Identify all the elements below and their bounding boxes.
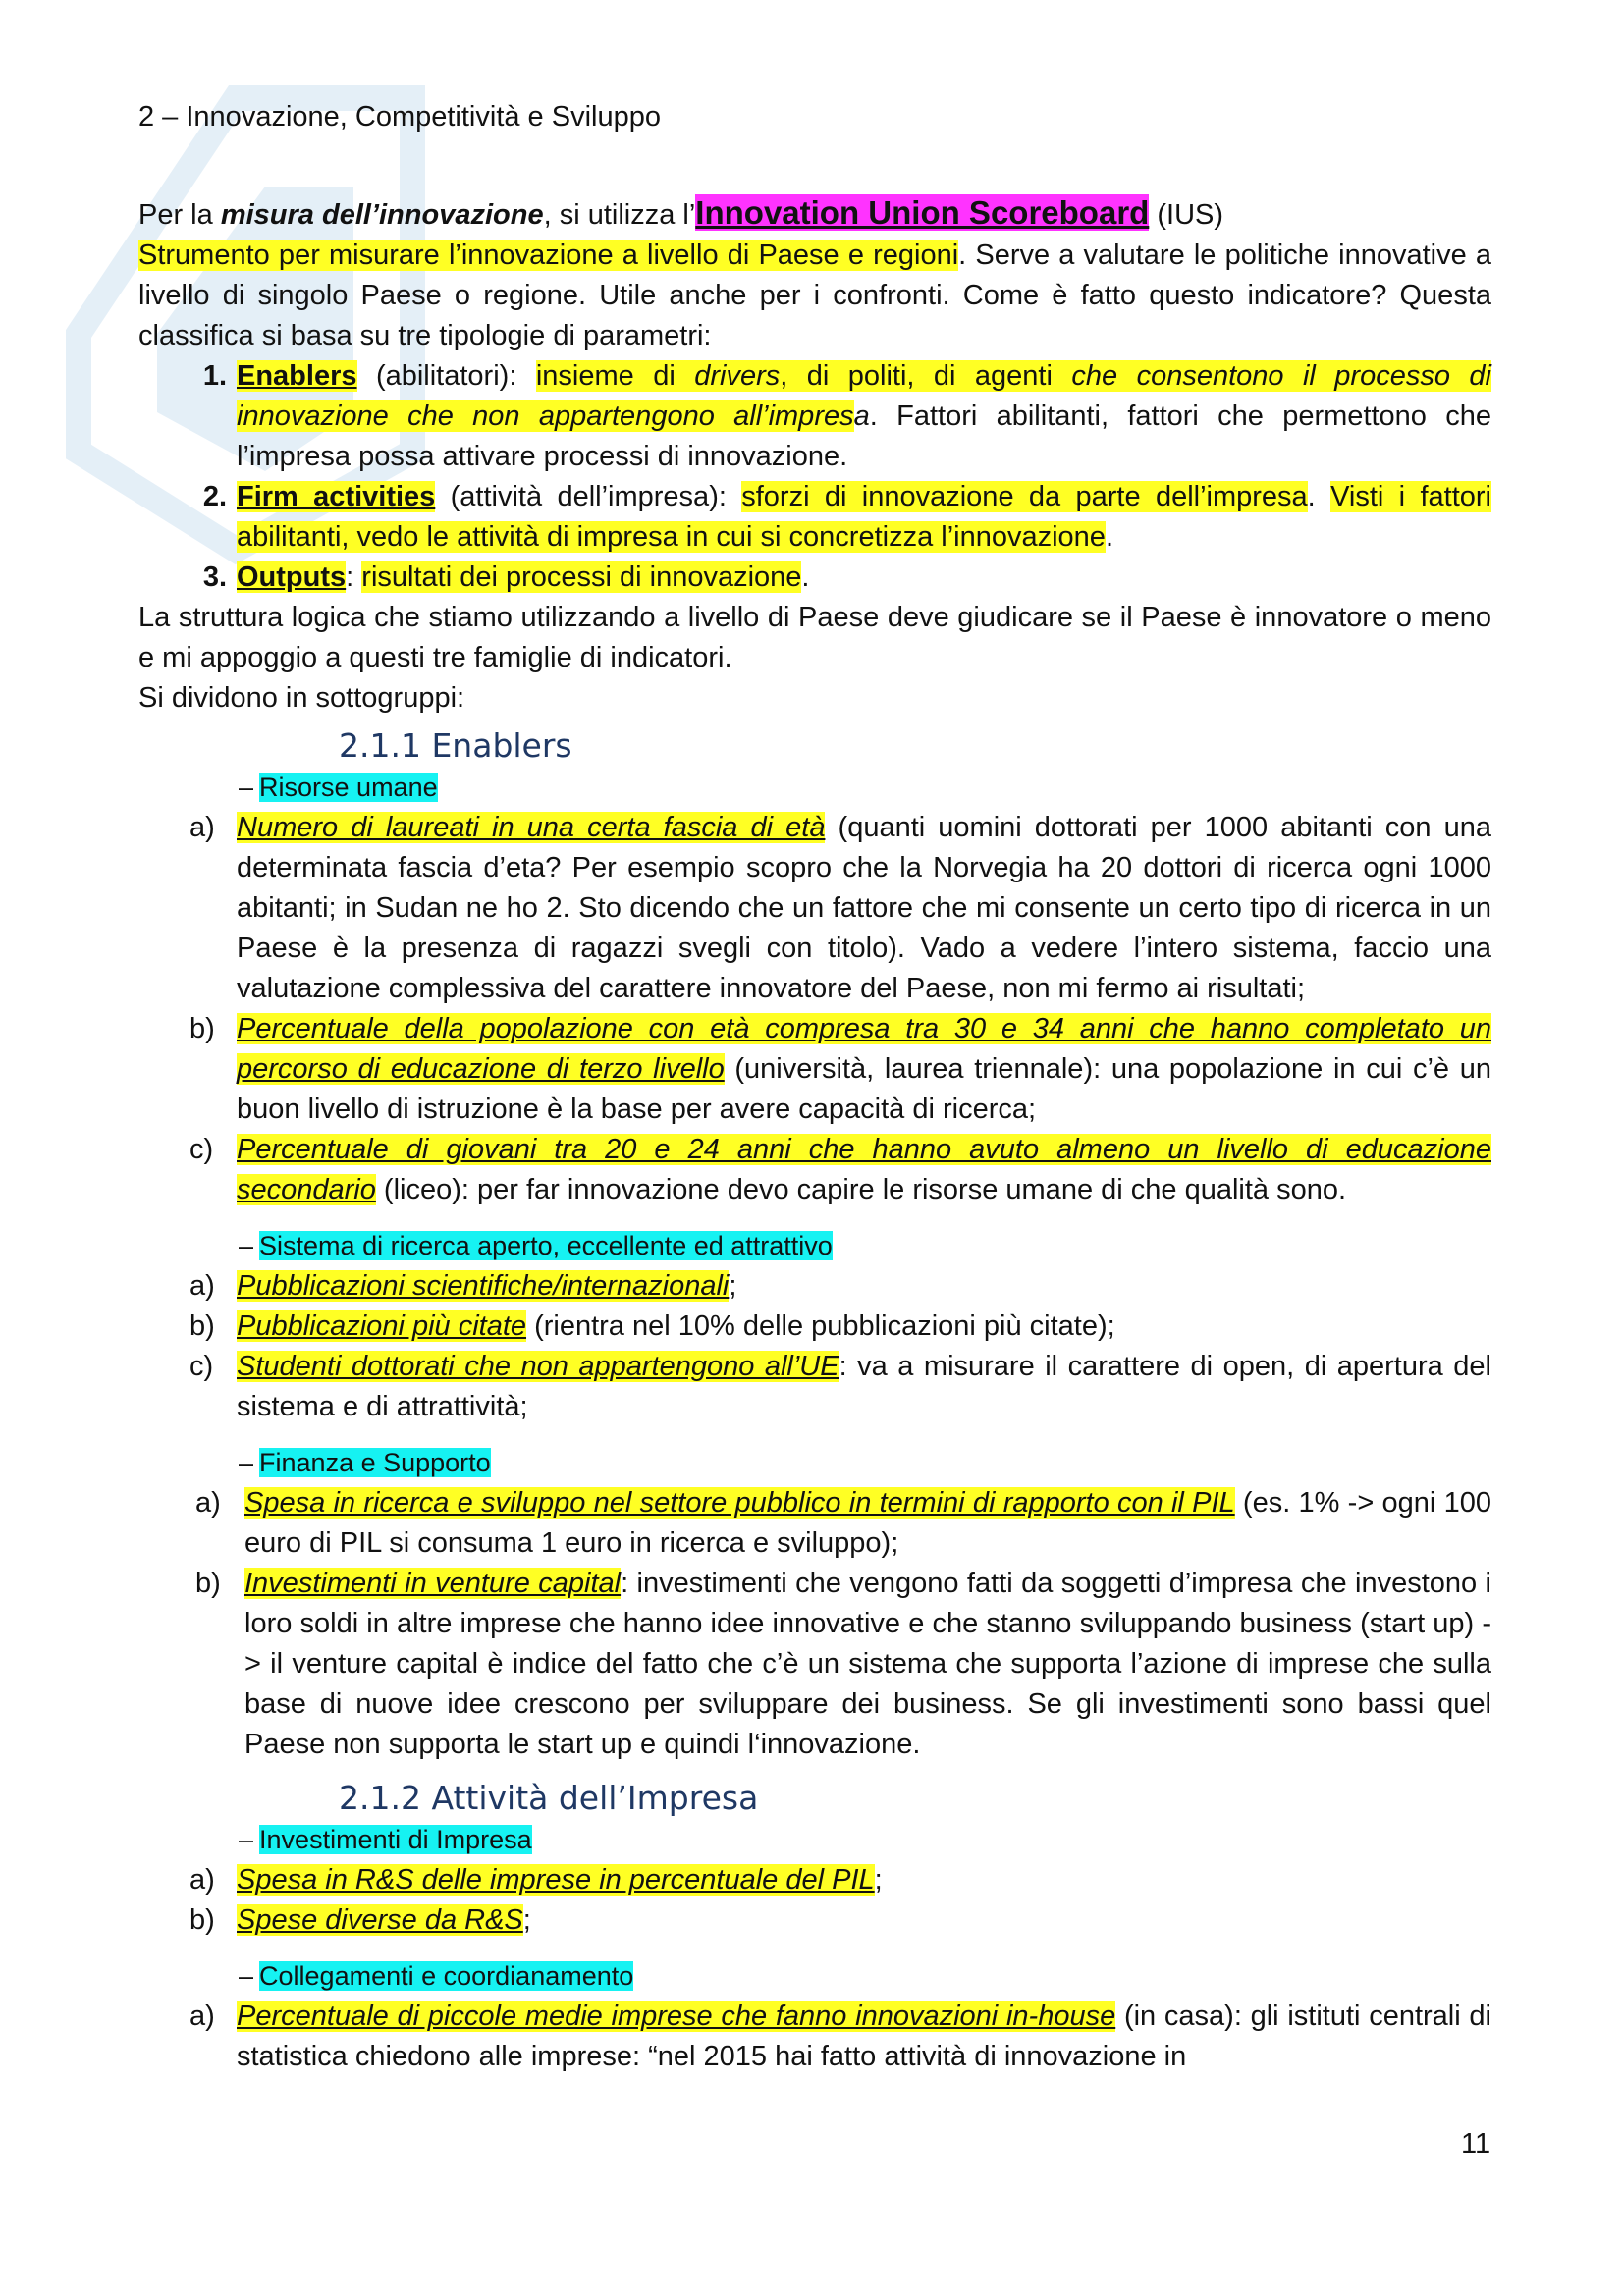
- list-letter: b): [195, 1568, 221, 1599]
- text: , si utilizza: [543, 199, 683, 231]
- list-item: [138, 1900, 1491, 1941]
- text: .: [801, 561, 810, 593]
- text: (es. 1% -> ogni 100 euro di PIL si consuma 1 euro in ricerca e sviluppo);: [244, 1487, 1491, 1559]
- list-number: 1.: [202, 360, 227, 392]
- text: che consentono il processo di innovazione che non appartengono all’impres: [237, 360, 1491, 432]
- subgroup-collegamenti: – Collegamenti e coordianamento: [239, 1961, 634, 1991]
- subgroup-sistema-ricerca: – Sistema di ricerca aperto, eccellente ed attrattivo: [239, 1231, 833, 1260]
- text: .: [1105, 521, 1114, 553]
- param-item-outputs: [138, 558, 1491, 598]
- text: : investimenti che vengono fatti da soggetti d’impresa che investono i loro soldi in altre imprese che hanno idee innovative e che stanno sviluppando business (start up) -> il venture capital è indice del fatto che c’è un sistema che supporta l’azione di imprese che sulla base di nuove idee crescono per sviluppare dei business. Se gli investimenti sono bassi quel Paese non supporta le start up e quindi l‘innovazione.: [244, 1568, 1491, 1760]
- list-number: 2.: [202, 481, 227, 512]
- text: l’: [682, 199, 696, 231]
- text: , di politi, di agenti: [780, 360, 1072, 392]
- list-item: [138, 1130, 1491, 1210]
- text: a: [853, 400, 870, 432]
- text: . Serve a valutare le politiche innovative a livello di singolo Paese o regione. Utile anche per i confronti. Come è fatto questo indicatore? Questa classifica si basa su tre tipologie di parametri:: [138, 240, 1491, 351]
- text: Per la: [138, 199, 221, 231]
- indicator-highlight: Percentuale della popolazione con età compresa tra 30 e 34 anni che hanno completato un percorso di educazione di terzo livello: [237, 1013, 1491, 1085]
- list-letter: c): [189, 1134, 214, 1165]
- subgroup-risorse-umane: – Risorse umane: [239, 773, 438, 802]
- list-item: [138, 808, 1491, 1009]
- subgroup-label: Investimenti di Impresa: [259, 1825, 532, 1854]
- list-letter: a): [189, 812, 215, 843]
- list-item: [138, 1860, 1491, 1900]
- text: ;: [729, 1270, 737, 1302]
- subgroup-label: Risorse umane: [259, 773, 438, 802]
- text: drivers: [694, 360, 781, 392]
- param-title: Enablers: [237, 360, 357, 392]
- list-letter: b): [189, 1310, 215, 1342]
- list-number: 3.: [202, 561, 227, 593]
- list-letter: a): [195, 1487, 221, 1519]
- list-letter: a): [189, 1270, 215, 1302]
- indicator-highlight: Spese diverse da R&S: [237, 1904, 523, 1936]
- list-item: [138, 1997, 1491, 2077]
- definition-highlight: Strumento per misurare l’innovazione a livello di Paese e regioni: [138, 240, 959, 271]
- param-title: Outputs: [237, 561, 347, 593]
- list-item: [138, 1347, 1491, 1427]
- text: : va a misurare il carattere di open, di apertura del sistema e di attrattività;: [237, 1351, 1491, 1422]
- indicator-highlight: Spesa in R&S delle imprese in percentuale del PIL: [237, 1864, 875, 1896]
- text: (IUS): [1149, 199, 1224, 231]
- subgroup-label: Sistema di ricerca aperto, eccellente ed attrattivo: [259, 1231, 833, 1260]
- text: risultati dei processi di innovazione: [361, 561, 802, 593]
- text: insieme di: [535, 360, 695, 392]
- indicator-highlight: Percentuale di piccole medie imprese che fanno innovazioni in-house: [237, 2001, 1116, 2032]
- text: ;: [874, 1864, 883, 1896]
- list-item: [138, 1483, 1491, 1564]
- list-letter: a): [189, 2001, 215, 2032]
- main-content: [138, 192, 1491, 2077]
- intro-paragraph: [138, 192, 1491, 236]
- list-letter: b): [189, 1013, 215, 1044]
- indicator-highlight: Numero di laureati in una certa fascia di età: [237, 812, 826, 843]
- text: (liceo): per far innovazione devo capire le risorse umane di che qualità sono.: [375, 1174, 1347, 1205]
- page-number: 11: [1461, 2128, 1491, 2160]
- subgroup-label: Collegamenti e coordianamento: [259, 1961, 634, 1991]
- param-title: Firm activities: [237, 481, 436, 512]
- term-emphasis: misura dell’innovazione: [220, 199, 544, 231]
- page-header: 2 – Innovazione, Competitività e Sviluppo: [138, 101, 661, 133]
- text: (rientra nel 10% delle pubblicazioni più citate);: [526, 1310, 1115, 1342]
- subgroups-paragraph: Si dividono in sottogruppi:: [138, 682, 465, 714]
- text: . Fattori abilitanti, fattori che permettono che l’impresa possa attivare processi di innovazione.: [237, 400, 1491, 472]
- text: (quanti uomini dottorati per 1000 abitanti con una determinata fascia d’eta? Per esempio scopro che la Norvegia ha 20 dottori di ricerca ogni 1000 abitanti; in Sudan ne ho 2. Sto dicendo che un fattore che mi consente un certo tipo di ricerca in un Paese è la presenza di ragazzi svegli con titolo). Vado a vedere l’intero sistema, faccio una valutazione complessiva del carattere innovatore del Paese, non mi fermo ai risultati;: [237, 812, 1491, 1004]
- subgroup-label: Finanza e Supporto: [259, 1448, 491, 1477]
- indicator-highlight: Pubblicazioni più citate: [237, 1310, 527, 1342]
- list-item: [138, 1009, 1491, 1130]
- list-item: [138, 1564, 1491, 1765]
- param-item-enablers: [138, 356, 1491, 477]
- text: (attività dell’impresa):: [435, 481, 742, 512]
- section-heading-enablers: 2.1.1 Enablers: [339, 726, 572, 765]
- text: Visti i fattori abilitanti, vedo le attività di impresa in cui si concretizza l’innovazione: [237, 481, 1491, 553]
- list-letter: c): [189, 1351, 214, 1382]
- text: ;: [522, 1904, 531, 1936]
- text: (università, laurea triennale): una popolazione in cui c’è un buon livello di istruzione è la base per avere capacità di ricerca;: [237, 1053, 1491, 1125]
- indicator-highlight: Percentuale di giovani tra 20 e 24 anni che hanno avuto almeno un livello di educazione secondario: [237, 1134, 1491, 1205]
- logic-paragraph: La struttura logica che stiamo utilizzando a livello di Paese deve giudicare se il Paese è innovatore o meno e mi appoggio a questi tre famiglie di indicatori.: [138, 602, 1491, 673]
- list-item: [138, 1307, 1491, 1347]
- indicator-highlight: Pubblicazioni scientifiche/internazionali: [237, 1270, 730, 1302]
- indicator-highlight: Studenti dottorati che non appartengono all’UE: [237, 1351, 839, 1382]
- indicator-highlight: Spesa in ricerca e sviluppo nel settore pubblico in termini di rapporto con il PIL: [244, 1487, 1235, 1519]
- subgroup-finanza-supporto: – Finanza e Supporto: [239, 1448, 491, 1477]
- ius-highlight: Innovation Union Scoreboard: [695, 194, 1150, 231]
- list-item: [138, 1266, 1491, 1307]
- indicator-highlight: Investimenti in venture capital: [244, 1568, 622, 1599]
- text: .: [1307, 481, 1331, 512]
- list-letter: b): [189, 1904, 215, 1936]
- intro-definition: [138, 236, 1491, 356]
- subgroup-investimenti-impresa: – Investimenti di Impresa: [239, 1825, 532, 1854]
- text: (abilitatori):: [356, 360, 536, 392]
- param-item-firm-activities: [138, 477, 1491, 558]
- text: (in casa): gli istituti centrali di statistica chiedono alle imprese: “nel 2015 hai fatto attività di innovazione in: [237, 2001, 1491, 2072]
- text: :: [346, 561, 362, 593]
- section-heading-attivita-impresa: 2.1.2 Attività dell’Impresa: [339, 1779, 759, 1817]
- list-letter: a): [189, 1864, 215, 1896]
- text: sforzi di innovazione da parte dell’impresa: [741, 481, 1308, 512]
